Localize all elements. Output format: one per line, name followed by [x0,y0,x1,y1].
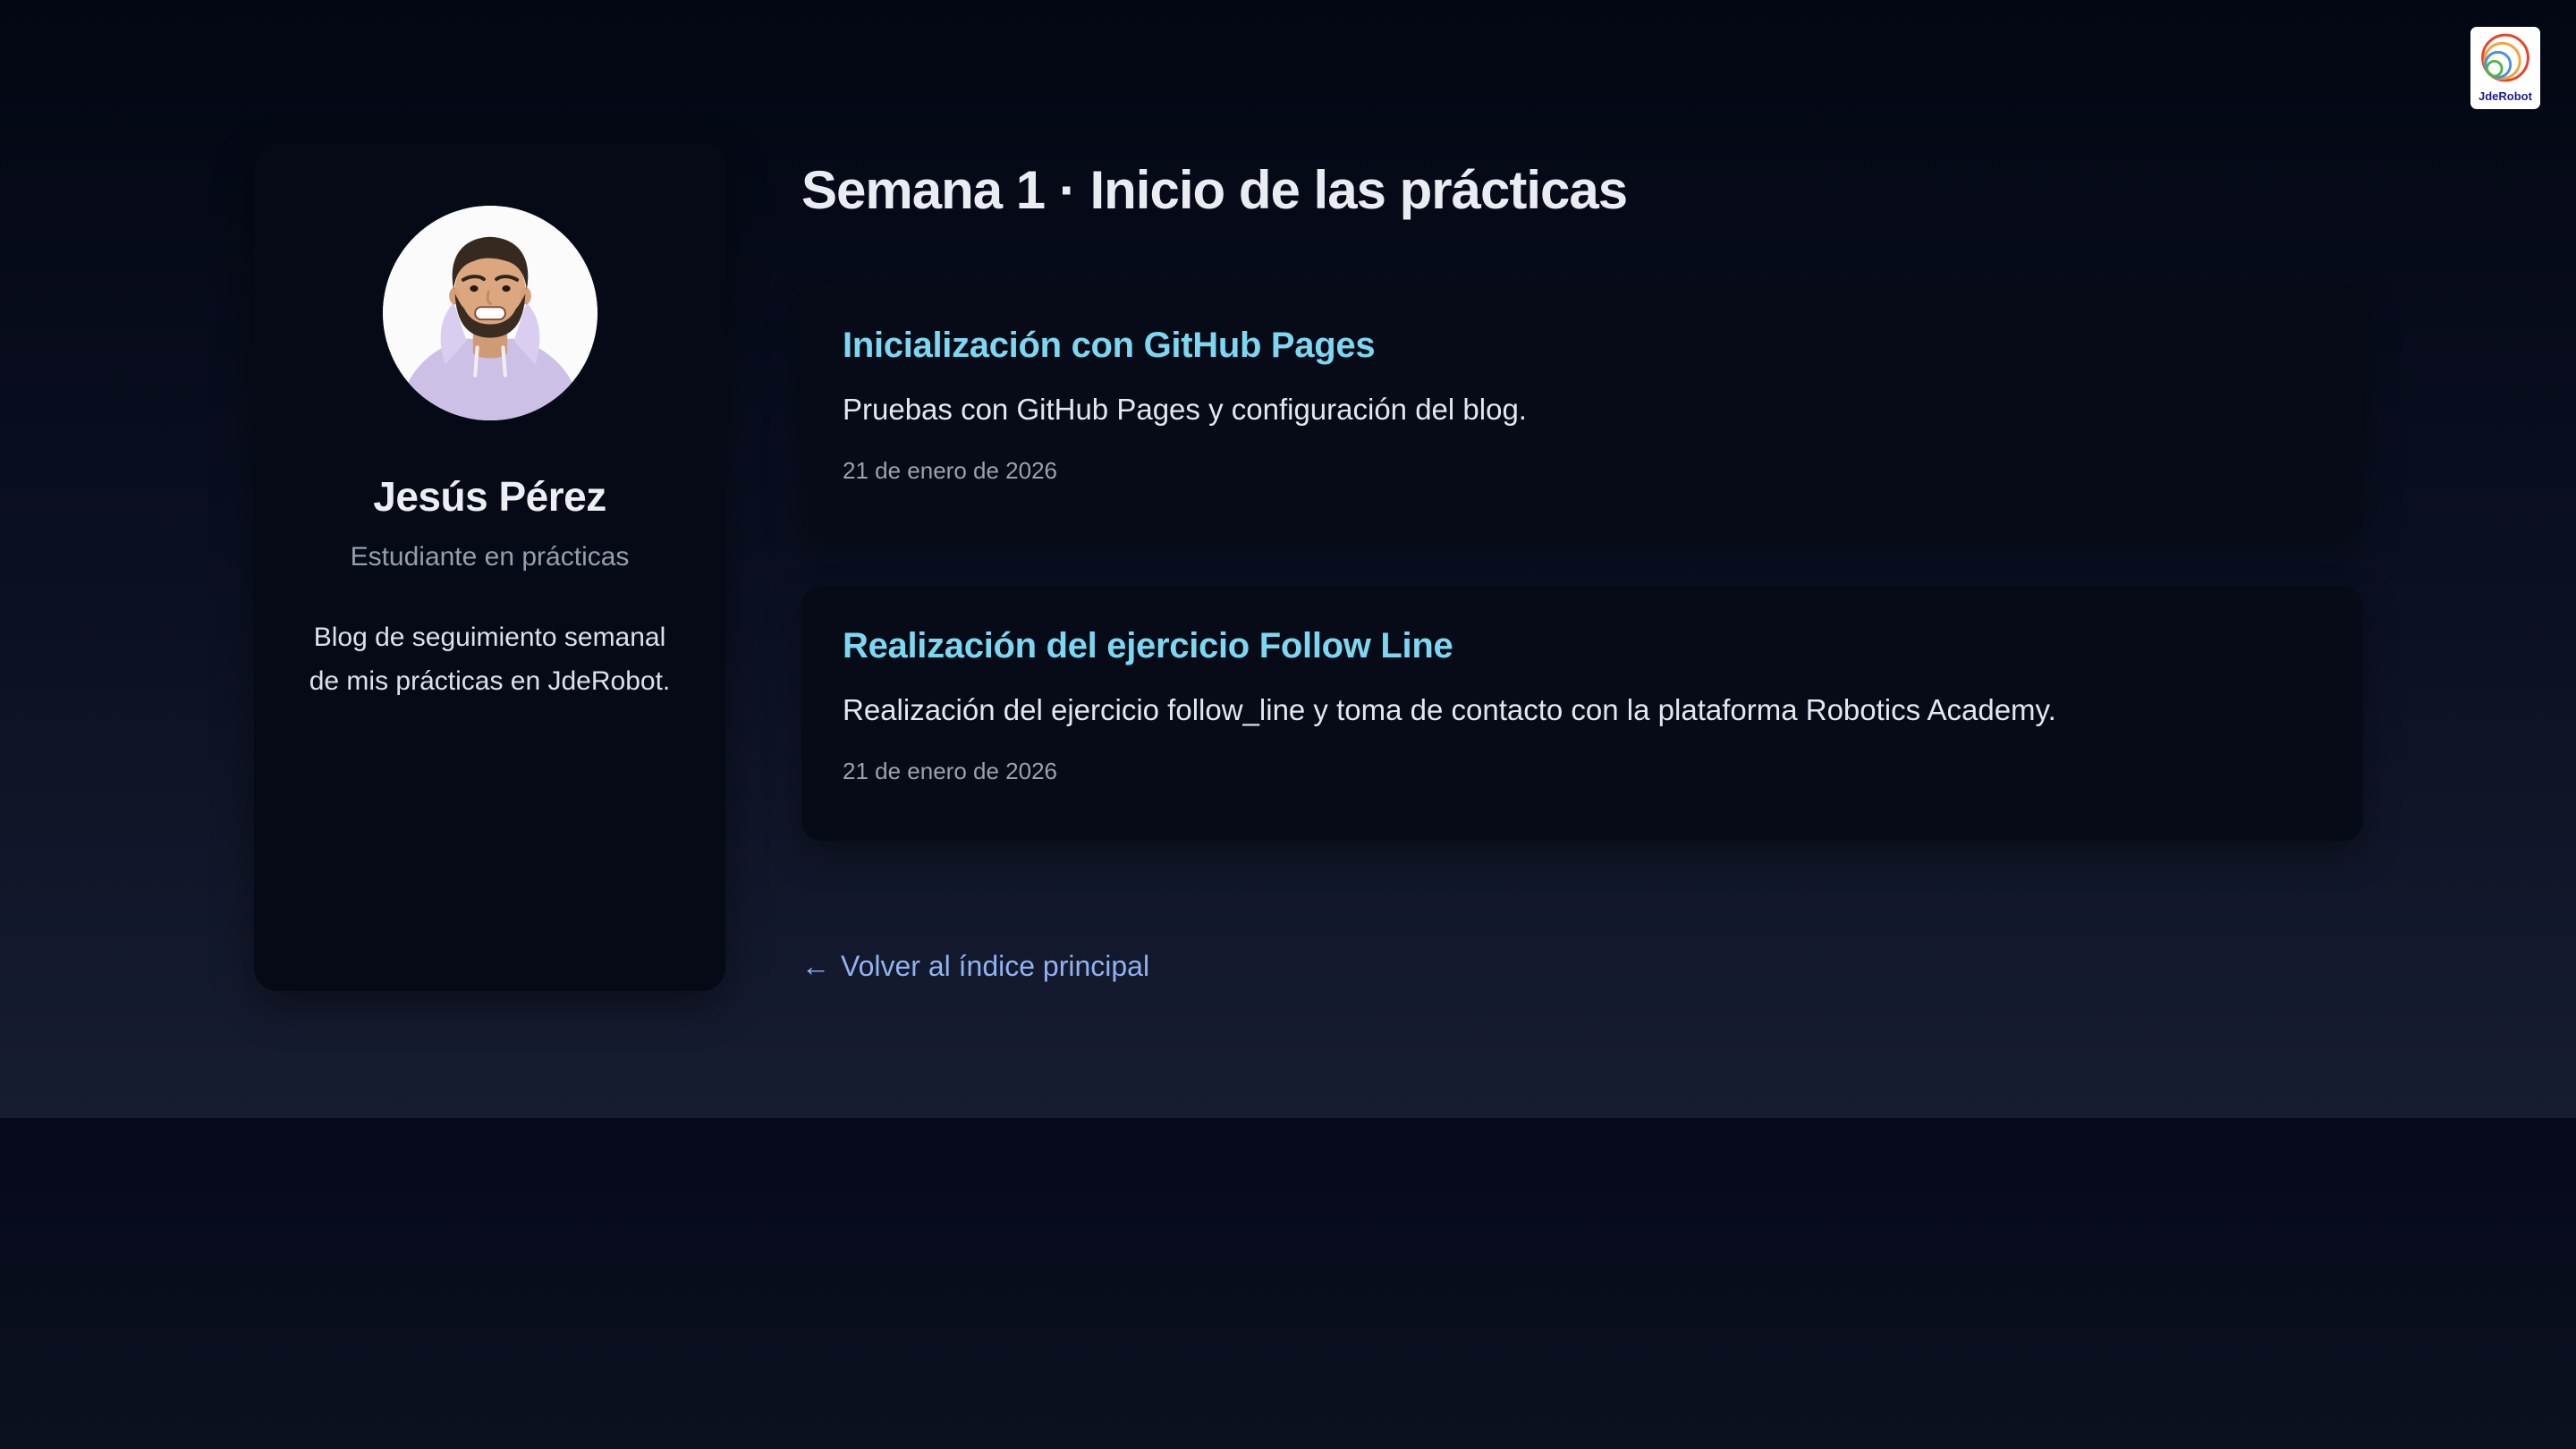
post-date: 21 de enero de 2026 [843,457,1057,484]
page-title: Semana 1 · Inicio de las prácticas [801,160,1628,220]
profile-card [254,143,725,991]
jderobot-logo-label: JdeRobot [2479,89,2532,103]
back-link[interactable] [801,950,1149,983]
back-link-label: Volver al índice principal [841,950,1150,982]
profile-bio: Blog de seguimiento semanal de mis prácticas en JdeRobot. [309,623,671,696]
post-card-github-pages[interactable] [801,286,2363,537]
profile-role: Estudiante en prácticas [350,542,630,572]
jderobot-logo[interactable] [2470,27,2540,109]
post-summary: Realización del ejercicio follow_line y toma de contacto con la plataforma Robotics Academy. [843,693,2056,726]
post-card-follow-line[interactable] [801,587,2363,841]
post-date: 21 de enero de 2026 [843,758,1057,784]
post-title[interactable]: Realización del ejercicio Follow Line [843,626,1453,665]
avatar [383,206,597,420]
profile-name: Jesús Pérez [373,473,606,520]
left-arrow-icon: ← [801,950,830,982]
post-title[interactable]: Inicialización con GitHub Pages [843,326,1376,365]
post-summary: Pruebas con GitHub Pages y configuración del blog. [843,393,1527,426]
footer-area [0,1118,2576,1449]
profile-photo [383,206,597,420]
jderobot-circles-icon [2473,30,2538,92]
